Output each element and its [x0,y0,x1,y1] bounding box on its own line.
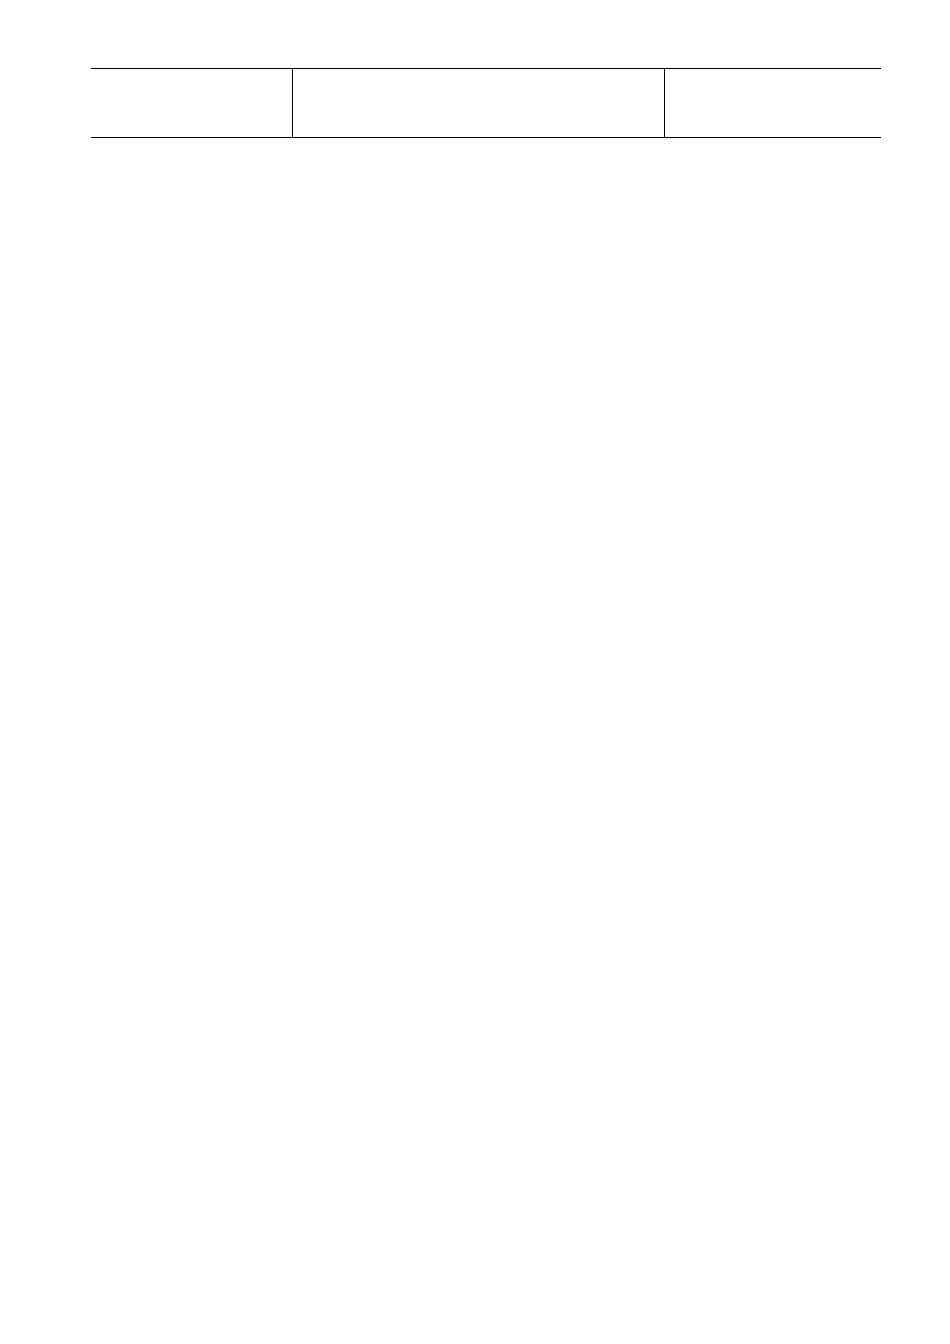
header-page-cell [665,69,881,137]
document-header [91,68,881,138]
header-meta-cell [91,69,293,137]
section-heading [127,386,194,412]
header-motto-cell [292,69,665,137]
